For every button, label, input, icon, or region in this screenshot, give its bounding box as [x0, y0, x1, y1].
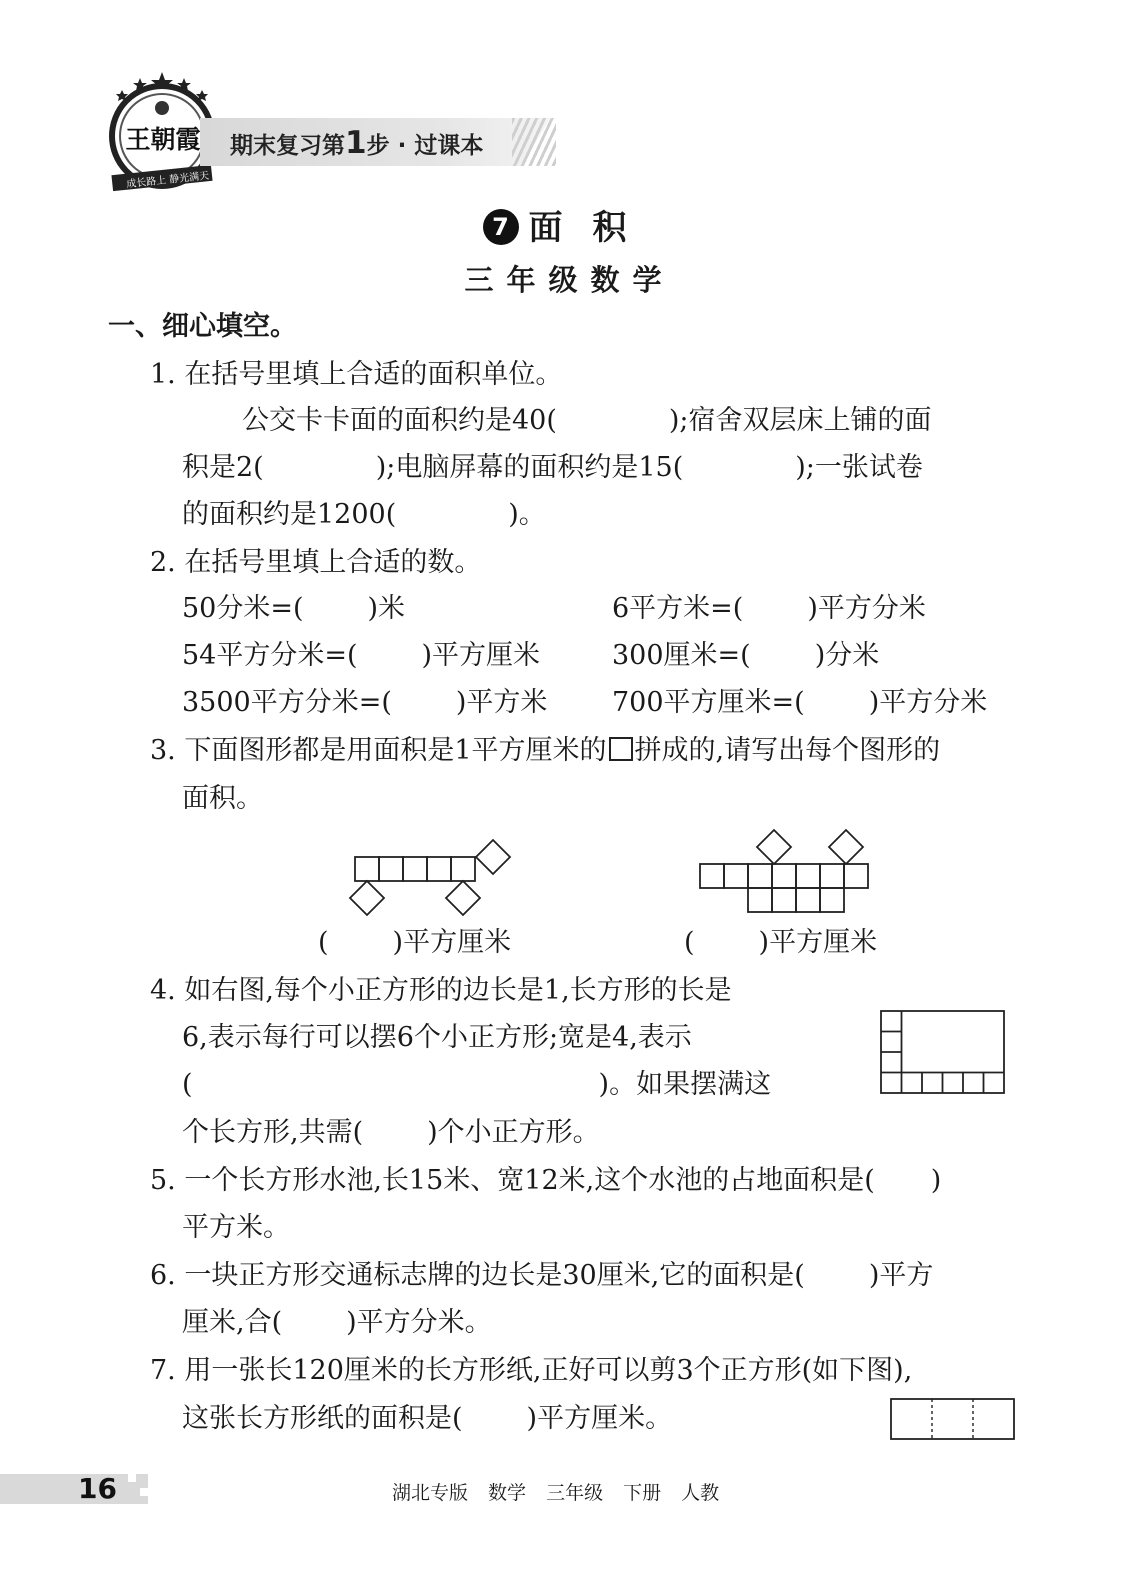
- q5-line1-b: ): [930, 1165, 942, 1196]
- q5-line2: 平方米。: [182, 1212, 290, 1243]
- logo-name: 王朝霞: [125, 125, 201, 154]
- q7-line2-b: )平方厘米。: [526, 1403, 673, 1434]
- q4-line3-a: (: [182, 1069, 193, 1100]
- q3-line2: 面积。: [182, 783, 263, 814]
- q4-line4: [182, 1116, 600, 1150]
- q2-item-text: 50分米=(: [182, 593, 304, 624]
- q4-rectangle-figure: [878, 1008, 1008, 1096]
- q2-item-text: 6平方米=(: [612, 593, 744, 624]
- grade-subtitle: 三年级数学: [464, 263, 675, 297]
- q4-line4-a: 个长方形,共需(: [182, 1117, 364, 1148]
- q4-line1: 4. 如右图,每个小正方形的边长是1,长方形的长是: [150, 975, 732, 1006]
- banner-step-number: 1: [345, 125, 367, 161]
- q2-item-text: 3500平方分米=(: [182, 687, 392, 718]
- q4-line3-b: )。如果摆满这: [598, 1069, 772, 1100]
- footer-text: 湖北专版 数学 三年级 下册 人教: [392, 1482, 720, 1504]
- q1-line2-c: );一张试卷: [795, 452, 923, 483]
- q3-answer-open: (: [318, 927, 329, 958]
- q6-line2-b: )平方分米。: [346, 1307, 492, 1338]
- banner-stripes: [512, 118, 556, 166]
- q1-line3: [182, 498, 546, 532]
- q7-paper-figure: [888, 1396, 1018, 1442]
- q4-line4-b: )个小正方形。: [427, 1117, 600, 1148]
- q2-item: [612, 592, 926, 626]
- chapter-heading: [0, 200, 1139, 249]
- footer-bar-notch: [140, 1488, 148, 1496]
- footer-bar: [0, 1474, 148, 1504]
- q7-line2-a: 这张长方形纸的面积是(: [182, 1403, 463, 1434]
- q3-answer-open: (: [684, 927, 695, 958]
- q2-item-unit: )米: [367, 593, 406, 624]
- chapter-number: 7: [483, 209, 519, 245]
- section-heading: 一、细心填空。: [108, 311, 297, 342]
- q4-line3: [182, 1068, 771, 1102]
- q2-item-text: 300厘米=(: [612, 640, 751, 671]
- q3-line1-a: 3. 下面图形都是用面积是1平方厘米的: [150, 735, 607, 766]
- q1-line1-b: );宿舍双层床上铺的面: [668, 405, 932, 436]
- q1-label: 1. 在括号里填上合适的面积单位。: [150, 359, 563, 390]
- q1-line1-a: 公交卡卡面的面积约是40(: [242, 405, 557, 436]
- chapter-title: 面积: [528, 208, 657, 248]
- banner-prefix: 期末复习第: [230, 133, 345, 159]
- banner-text: [230, 125, 483, 161]
- q2-item-unit: )平方分米: [868, 687, 988, 718]
- page-number: 16: [78, 1472, 117, 1505]
- q1-line1: [242, 404, 932, 438]
- q2-item-unit: )平方米: [455, 687, 548, 718]
- q2-item-unit: )平方厘米: [421, 640, 541, 671]
- q2-item: [612, 639, 879, 673]
- q3-line1-b: 拼成的,请写出每个图形的: [634, 735, 941, 766]
- q6-line2: [182, 1306, 492, 1340]
- q3-figure-1: [340, 830, 530, 920]
- q1-line2-b: );电脑屏幕的面积约是15(: [375, 452, 684, 483]
- q2-label: 2. 在括号里填上合适的数。: [150, 547, 482, 578]
- q2-item-unit: )分米: [814, 640, 880, 671]
- q2-item-unit: )平方分米: [807, 593, 926, 624]
- q1-line3-a: 的面积约是1200(: [182, 499, 397, 530]
- q2-item: [182, 686, 547, 720]
- q1-line2: [182, 451, 923, 485]
- q1-line3-b: )。: [508, 499, 546, 530]
- q7-line1: 7. 用一张长120厘米的长方形纸,正好可以剪3个正方形(如下图),: [150, 1355, 913, 1386]
- q3-answer-1: [318, 926, 511, 960]
- q5-line1-a: 5. 一个长方形水池,长15米、宽12米,这个水池的占地面积是(: [150, 1165, 875, 1196]
- q5-line1: [150, 1164, 941, 1198]
- q2-item: [182, 639, 540, 673]
- q2-item-text: 54平方分米=(: [182, 640, 358, 671]
- q3-answer-2: [684, 926, 877, 960]
- footer-bar-notch: [128, 1474, 136, 1482]
- q2-item-text: 700平方厘米=(: [612, 687, 805, 718]
- q3-line1: [150, 734, 940, 768]
- q3-figure-2: [690, 825, 880, 920]
- q1-line2-a: 积是2(: [182, 452, 264, 483]
- logo-slogan: 成长路上 静光满天: [125, 170, 210, 191]
- q3-answer-unit: )平方厘米: [392, 927, 512, 958]
- q6-line1-a: 6. 一块正方形交通标志牌的边长是30厘米,它的面积是(: [150, 1260, 805, 1291]
- q4-line2: 6,表示每行可以摆6个小正方形;宽是4,表示: [182, 1022, 692, 1053]
- q2-item: [612, 686, 987, 720]
- q3-answer-unit: )平方厘米: [758, 927, 878, 958]
- q7-line2: [182, 1402, 672, 1436]
- q6-line2-a: 厘米,合(: [182, 1307, 283, 1338]
- unit-square-icon: [609, 737, 633, 761]
- q6-line1-b: )平方: [868, 1260, 934, 1291]
- q6-line1: [150, 1259, 933, 1293]
- banner-suffix: 步 · 过课本: [366, 133, 484, 159]
- q2-item: [182, 592, 405, 626]
